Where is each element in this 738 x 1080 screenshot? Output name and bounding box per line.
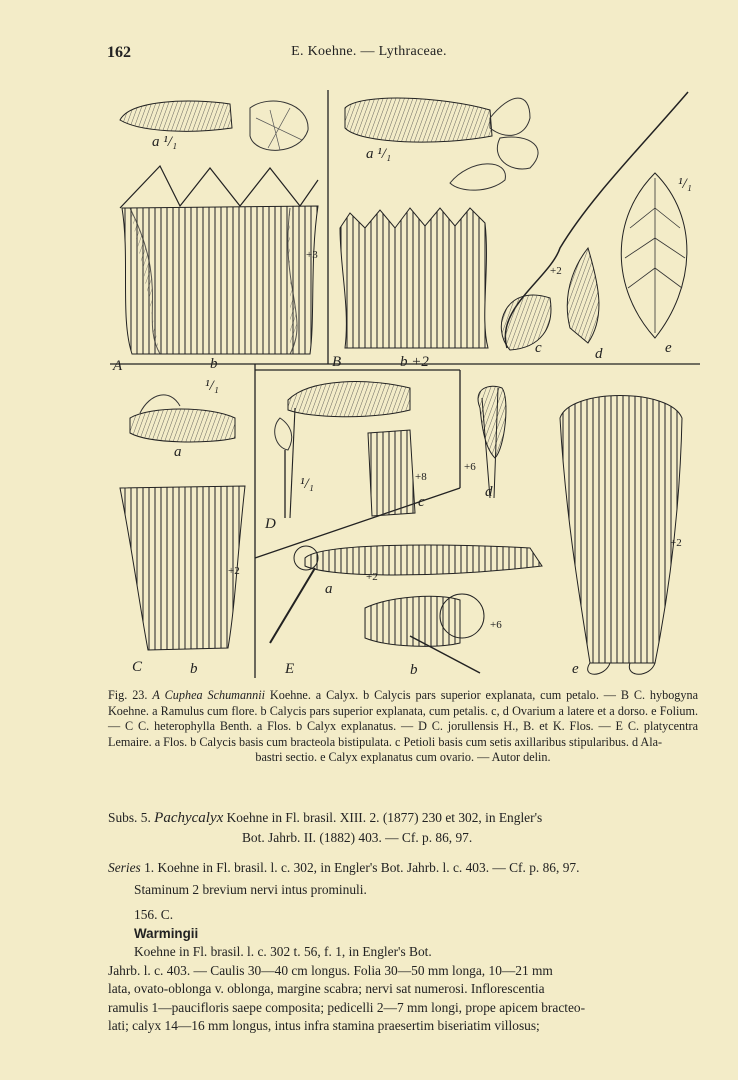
page-header: [0, 44, 738, 68]
label-B: B: [332, 354, 342, 370]
label-a-A: a ¹/₁: [152, 134, 178, 150]
caption-line-6: bastri sectio. e Calyx explanatus cum ovario. — Autor delin.: [255, 750, 551, 764]
caption-line-3: cum petalis. c, d Ovarium a latere et a dorso. e Folium. — C C. heterophylla Benth. a Flos.: [108, 703, 699, 733]
label-E: E: [285, 661, 295, 677]
species-number: 156. C.: [134, 907, 174, 922]
label-c-B: c: [535, 340, 542, 356]
subsection-number: Subs. 5.: [108, 810, 151, 825]
label-c-D: c: [418, 494, 425, 510]
label-leaf-scale: ¹/₁: [678, 176, 692, 192]
species-line-3: lata, ovato-oblonga v. oblonga, margine scabra; nervi sat numerosi. Inflorescentia: [108, 981, 545, 996]
caption-fig-number: Fig. 23.: [108, 688, 148, 702]
label-e-B: e: [665, 340, 672, 356]
label-e-E: e: [572, 661, 579, 677]
caption-line-5: b Calycis basis cum bracteola bistipulata. c Petioli basis cum setis axillaribus stipularibus. d Ala-: [190, 734, 663, 749]
panel-d-drawing: [275, 382, 506, 518]
series-heading: [108, 858, 698, 877]
label-b-E: b: [410, 662, 418, 678]
label-b-B: b +2: [400, 354, 429, 370]
label-a-C: a: [174, 444, 182, 460]
caption-line-2: petalo. — B C. hybogyna Koehne. a Ramulus cum flore. b Calycis pars superior explanata,: [108, 688, 699, 718]
caption-line-4: b Calyx explanatus. — D C. jorullensis H., B. et K. Flos. — E C. platycentra Lemaire. a Flos.: [108, 719, 698, 749]
species-line-5: lati; calyx 14—16 mm longus, intus infra stamina praesertim biseriatim villosus;: [108, 1018, 540, 1033]
series-diagnosis: Staminum 2 brevium nervi intus prominuli.: [134, 882, 367, 897]
subsection-heading: [108, 808, 698, 847]
label-mag-D: +8: [415, 471, 427, 483]
label-mag-C: +2: [228, 565, 240, 577]
label-mag-Dd: +6: [464, 461, 476, 473]
label-scale-D: ¹/₁: [300, 476, 314, 492]
page-number: 162: [107, 44, 131, 61]
label-mag-B: +2: [550, 265, 562, 277]
subsection-name: Pachycalyx: [154, 810, 224, 826]
figure-plate: [110, 88, 700, 678]
panel-e-drawing: [270, 396, 682, 675]
label-D: D: [265, 516, 276, 532]
subsection-citation-2: Bot. Jahrb. II. (1882) 403. — Cf. p. 86, 97.: [242, 830, 473, 845]
series-citation: 1. Koehne in Fl. brasil. l. c. 302, in Engler's Bot. Jahrb. l. c. 403. — Cf. p. 86, 97.: [144, 860, 580, 875]
label-a-B: a ¹/₁: [366, 146, 392, 162]
label-b-A: b: [210, 356, 218, 372]
running-title: E. Koehne. — Lythraceae.: [291, 44, 447, 59]
subsection-citation-1: Koehne in Fl. brasil. XIII. 2. (1877) 230 et 302, in Engler's: [226, 810, 543, 825]
label-scale-C: ¹/₁: [205, 378, 219, 394]
label-mag-A: +3: [306, 249, 318, 261]
panel-a-drawing: [120, 101, 318, 354]
label-A: A: [113, 358, 123, 374]
species-line-2: Jahrb. l. c. 403. — Caulis 30—40 cm longus. Folia 30—50 mm longa, 10—21 mm: [108, 962, 553, 978]
label-a-E: a: [325, 581, 333, 597]
species-line-4: ramulis 1—paucifloris saepe composita; pedicelli 2—7 mm longi, prope apicem bracteo-: [108, 999, 586, 1015]
label-C: C: [132, 659, 143, 675]
botanical-illustration: [110, 88, 700, 678]
panel-c-drawing: [120, 395, 245, 650]
species-entry: [108, 906, 698, 1036]
figure-caption: Fig. 23. A Cuphea Schumannii Koehne. a Calyx. b Calycis pars superior explanata, cum petalo. — B C. hybogyna Koehne. a Ramulus cum flore. b Calycis pars superior explanata, cum petalis. c, d Ovarium a latere et a dorso. e Folium. — C C. heterophylla Benth. a Flos. b Calyx explanatus. — D C. jorullensis H., B. et K. Flos. — E C. platycentra Lemaire. a Flos. b Calycis basis cum bracteola bistipulata. c Petioli basis cum setis axillaribus stipularibus. d Ala- bastri sectio. e Calyx explanatus cum ovario. — Autor delin.: [108, 688, 699, 764]
label-b-C: b: [190, 661, 198, 677]
label-mag-Ee: +2: [670, 537, 682, 549]
species-line-1: Koehne in Fl. brasil. l. c. 302 t. 56, f. 1, in Engler's Bot.: [134, 944, 432, 959]
species-name: Warmingii: [134, 925, 199, 941]
label-d-D: d: [485, 484, 493, 500]
label-mag-Ea: +2: [366, 571, 378, 583]
panel-b-drawing: [340, 92, 688, 350]
caption-line-1: a Calyx. b Calycis pars superior explanata, cum: [315, 688, 562, 702]
caption-species-a: Cuphea Schumannii: [164, 688, 266, 702]
series-label: Series: [108, 860, 141, 875]
label-mag-Eb: +6: [490, 619, 502, 631]
caption-author-a: Koehne.: [269, 688, 311, 702]
label-d-B: d: [595, 346, 603, 362]
